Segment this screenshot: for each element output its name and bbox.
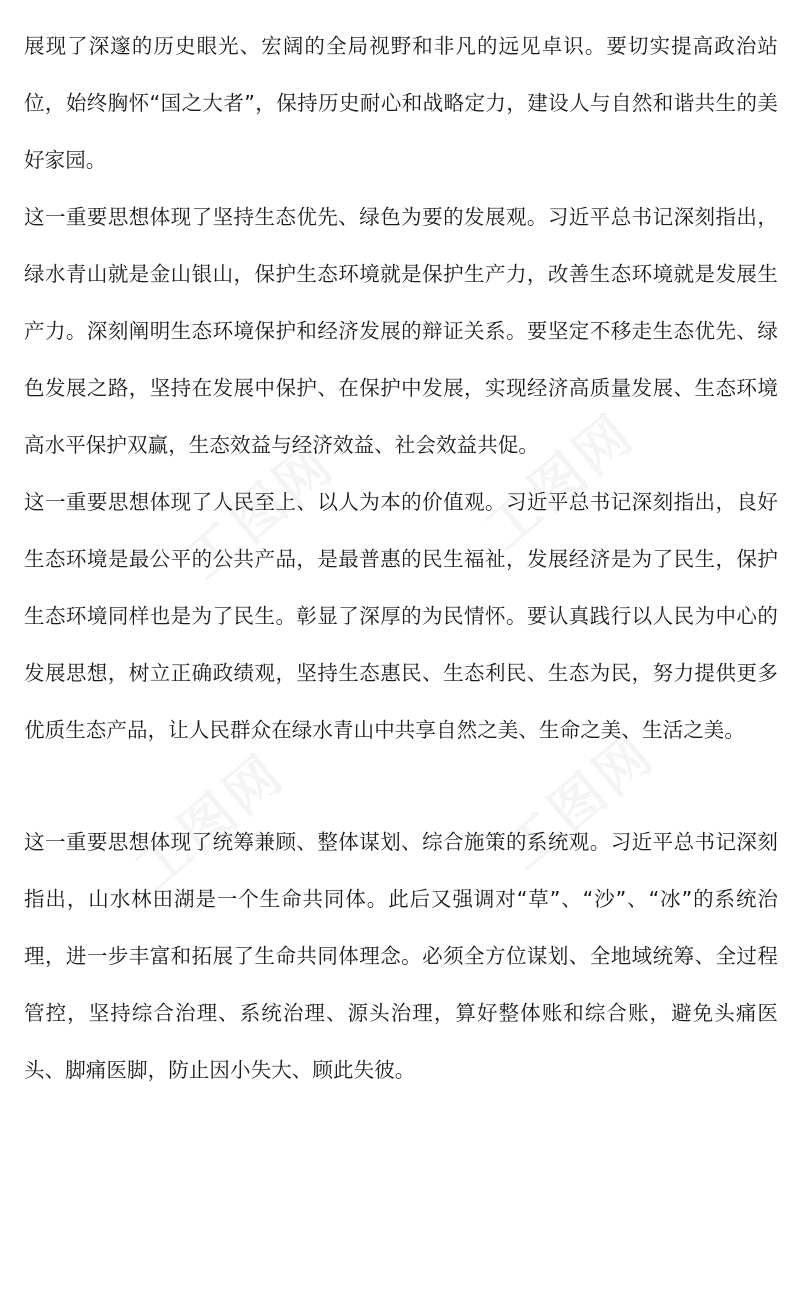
paragraph-4: 这一重要思想体现了统筹兼顾、整体谋划、综合施策的系统观。习近平总书记深刻指出，山水林田湖是一个生命共同体。此后又强调对“草”、“沙”、“冰”的系统治理，进一步丰富和拓展了生命共同体理念。必须全方位谋划、全地域统筹、全过程管控，坚持综合治理、系统治理、源头治理，算好整体账和综合账，避免头痛医头、脚痛医脚，防止因小失大、顾此失彼。 xyxy=(24,830,778,1082)
paragraph-1: 展现了深邃的历史眼光、宏阔的全局视野和非凡的远见卓识。要切实提高政治站位，始终胸怀“国之大者”，保持历史耐心和战略定力，建设人与自然和谐共生的美好家园。 xyxy=(24,34,778,172)
paragraph-3: 这一重要思想体现了人民至上、以人为本的价值观。习近平总书记深刻指出，良好生态环境是最公平的公共产品，是最普惠的民生福祉，发展经济是为了民生，保护生态环境同样也是为了民生。彰显了深厚的为民情怀。要认真践行以人民为中心的发展思想，树立正确政绩观，坚持生态惠民、生态利民、生态为民，努力提供更多优质生态产品，让人民群众在绿水青山中共享自然之美、生命之美、生活之美。 xyxy=(24,490,778,742)
paragraph-2: 这一重要思想体现了坚持生态优先、绿色为要的发展观。习近平总书记深刻指出，绿水青山就是金山银山，保护生态环境就是保护生产力，改善生态环境就是发展生产力。深刻阐明生态环境保护和经济发展的辩证关系。要坚定不移走生态优先、绿色发展之路，坚持在发展中保护、在保护中发展，实现经济高质量发展、生态环境高水平保护双赢，生态效益与经济效益、社会效益共促。 xyxy=(24,205,778,457)
